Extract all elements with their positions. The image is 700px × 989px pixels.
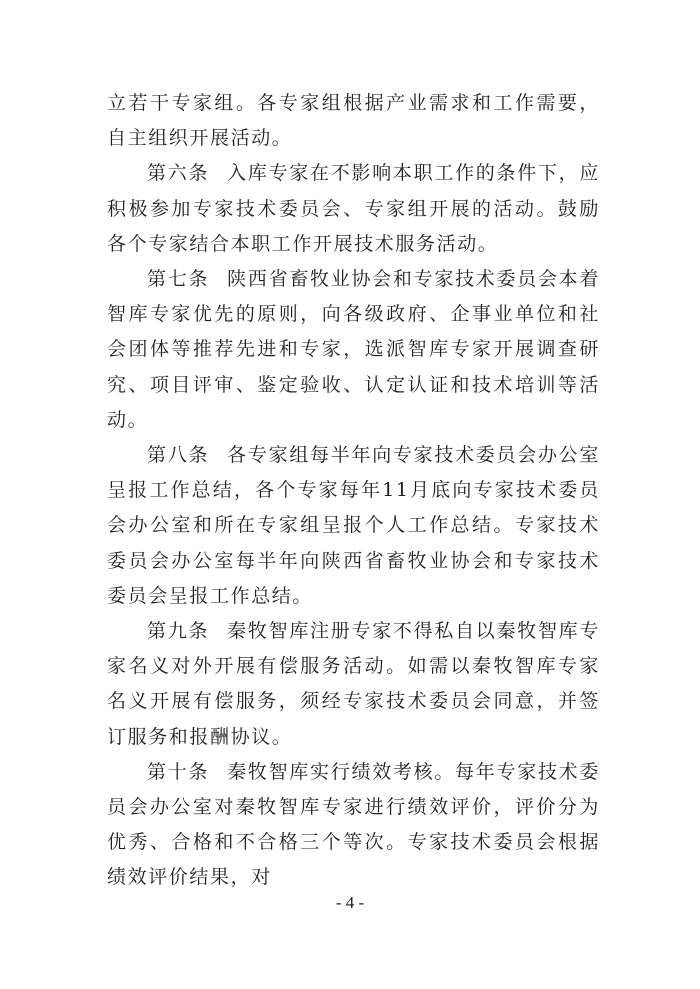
document-body [107, 86, 600, 896]
paragraph-continuation [107, 86, 600, 156]
article-10 [107, 755, 600, 896]
article-number: 第十条 [147, 760, 210, 783]
paragraph-text: 入库专家在不影响本职工作的条件下，应积极参加专家技术委员会、专家组开展的活动。鼓励各个专家结合本职工作开展技术服务活动。 [107, 162, 600, 255]
article-number: 第八条 [147, 444, 210, 467]
paragraph-text: 立若干专家组。各专家组根据产业需求和工作需要，自主组织开展活动。 [107, 92, 600, 150]
article-number: 第九条 [147, 620, 210, 643]
paragraph-text: 各专家组每半年向专家技术委员会办公室呈报工作总结，各个专家每年11月底向专家技术委员会办公室和所在专家组呈报个人工作总结。专家技术委员会办公室每半年向陕西省畜牧业协会和专家技术委员会呈报工作总结。 [107, 444, 600, 607]
article-number: 第七条 [147, 268, 210, 291]
article-9 [107, 614, 600, 755]
article-7 [107, 262, 600, 438]
page-number: - 4 - [335, 893, 365, 912]
paragraph-text: 秦牧智库实行绩效考核。每年专家技术委员会办公室对秦牧智库专家进行绩效评价，评价分为优秀、合格和不合格三个等次。专家技术委员会根据绩效评价结果，对 [107, 760, 600, 889]
article-8 [107, 438, 600, 614]
article-number: 第六条 [147, 162, 210, 185]
article-6 [107, 156, 600, 262]
paragraph-text: 秦牧智库注册专家不得私自以秦牧智库专家名义对外开展有偿服务活动。如需以秦牧智库专家名义开展有偿服务，须经专家技术委员会同意，并签订服务和报酬协议。 [107, 620, 600, 748]
paragraph-text: 陕西省畜牧业协会和专家技术委员会本着智库专家优先的原则，向各级政府、企事业单位和社会团体等推荐先进和专家，选派智库专家开展调查研究、项目评审、鉴定验收、认定认证和技术培训等活动。 [107, 268, 600, 431]
